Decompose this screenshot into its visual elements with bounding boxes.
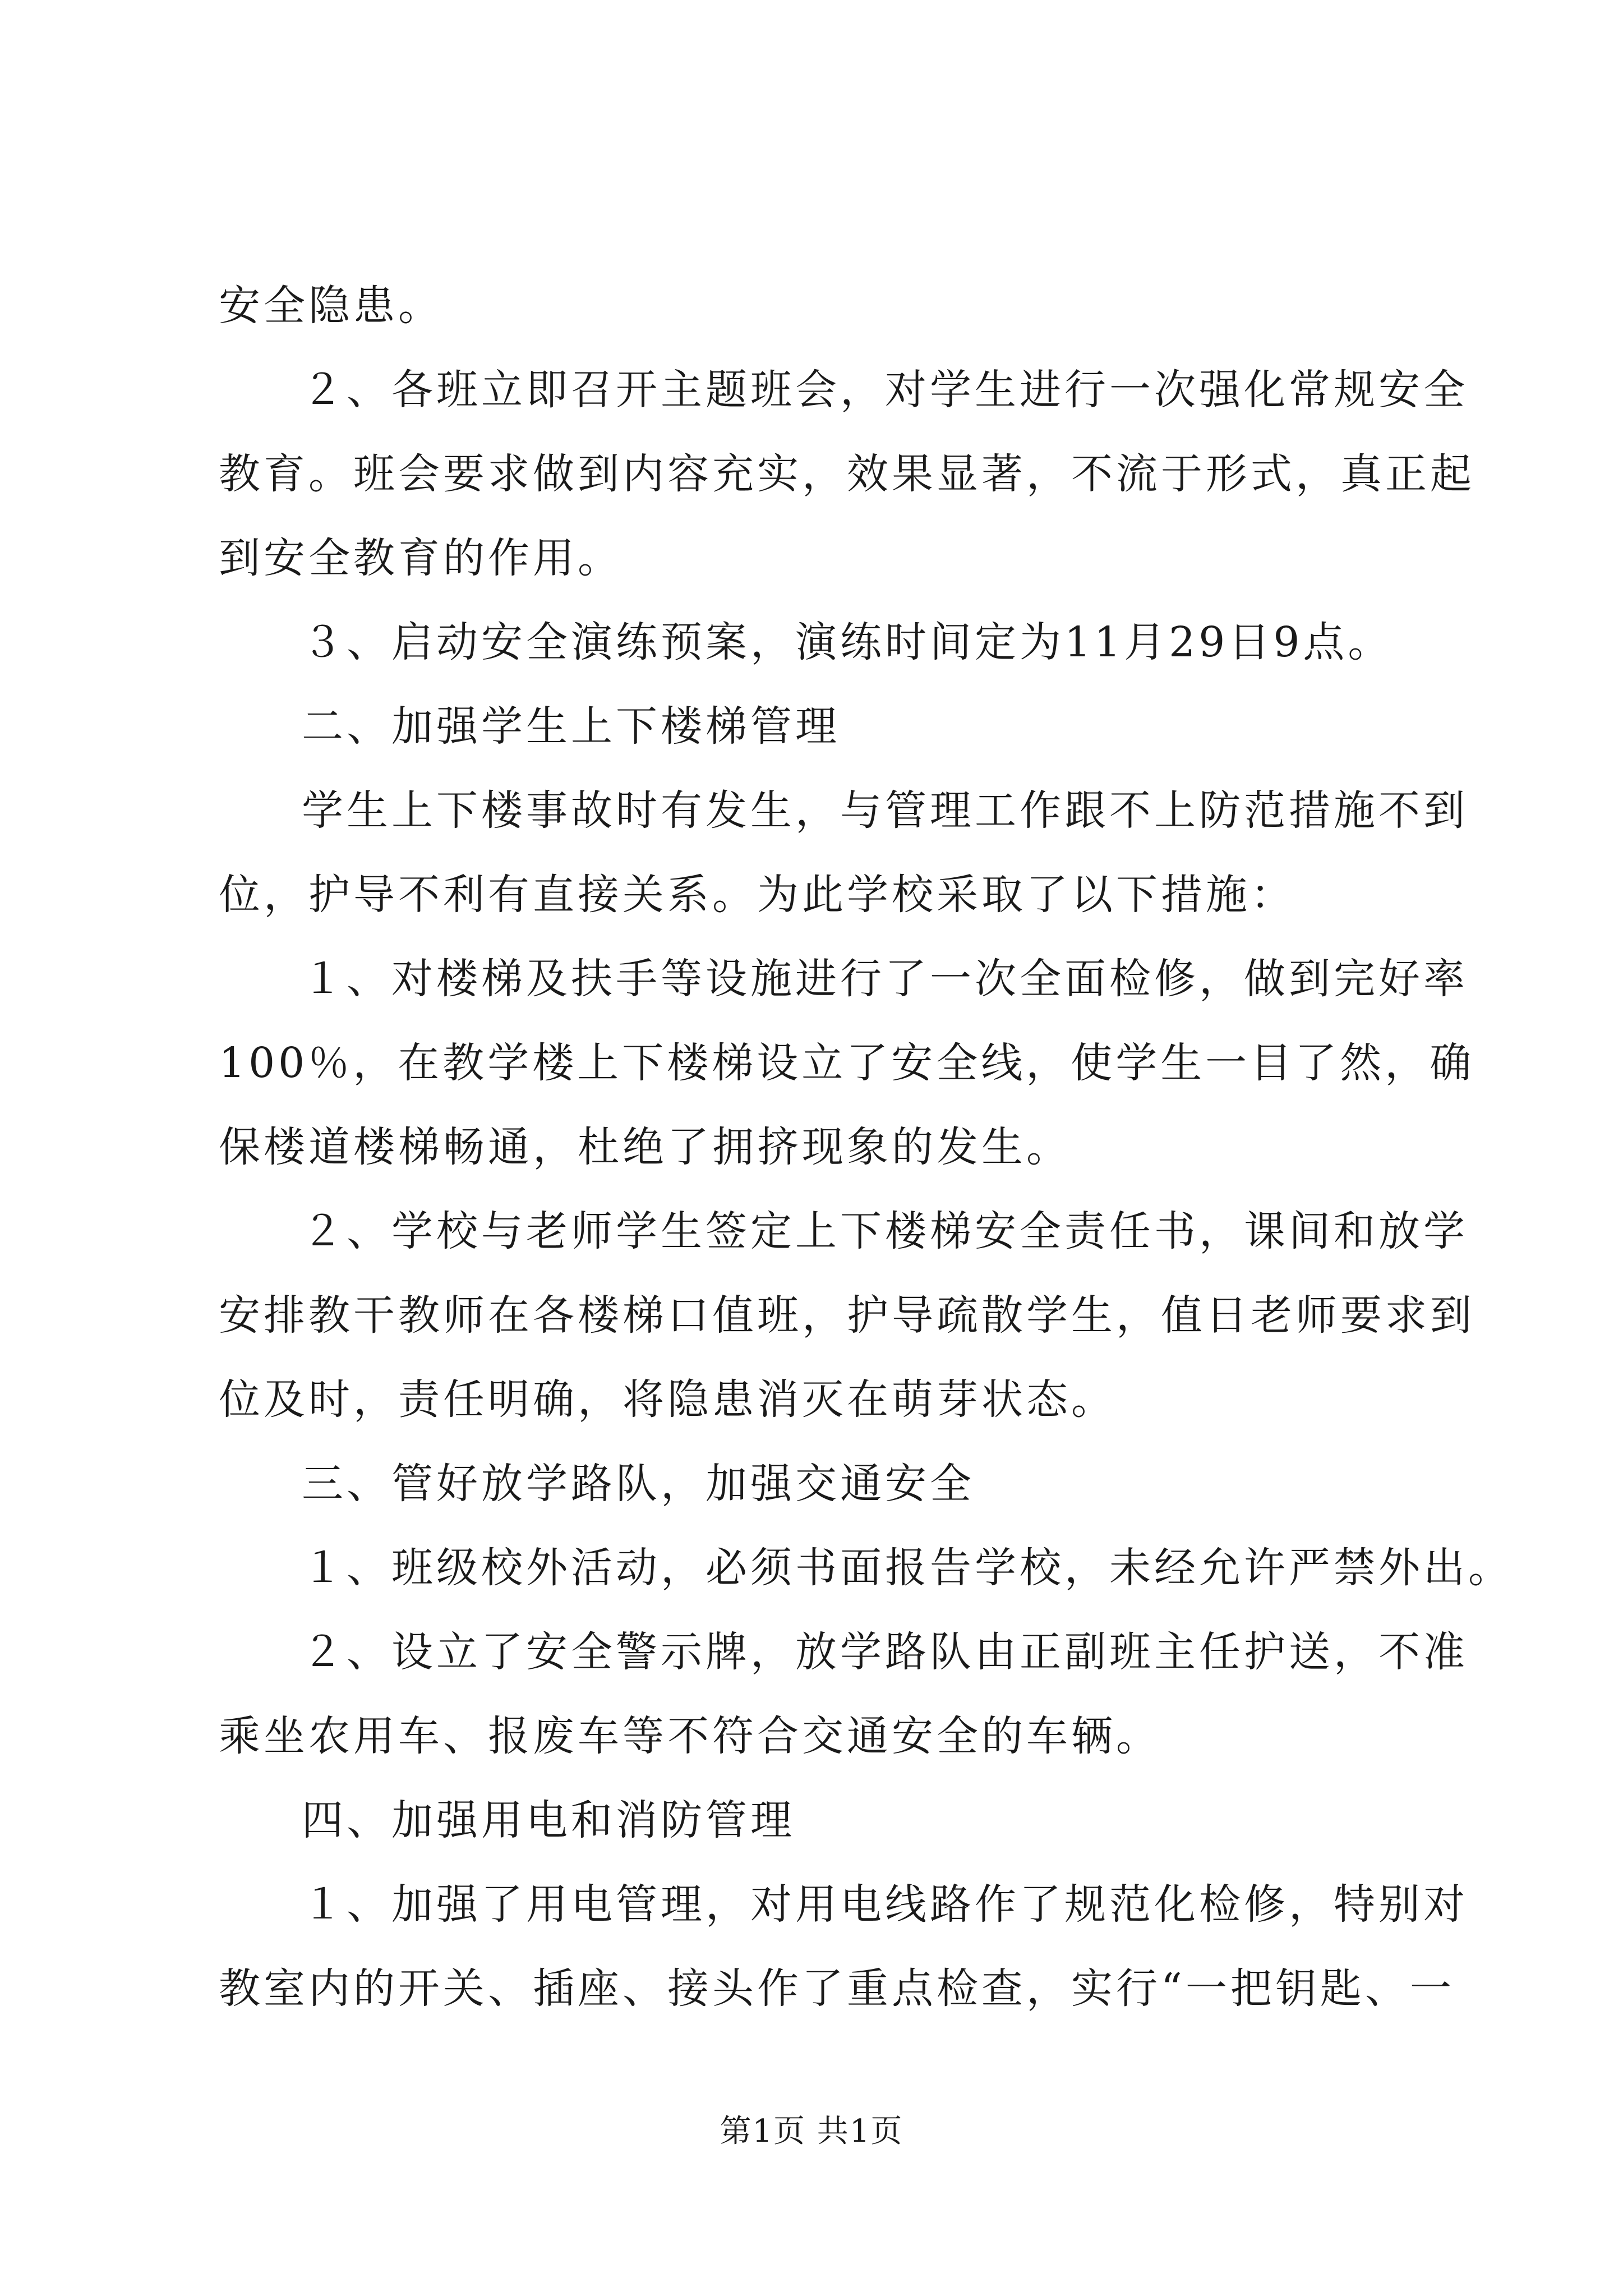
text-line: 到安全教育的作用。 bbox=[219, 534, 623, 582]
text-line: 学生上下楼事故时有发生，与管理工作跟不上防范措施不到 bbox=[302, 786, 1468, 835]
text-line: ２、学校与老师学生签定上下楼梯安全责任书，课间和放学 bbox=[302, 1207, 1468, 1255]
text-line: 安排教干教师在各楼梯口值班，护导疏散学生，值日老师要求到 bbox=[219, 1291, 1475, 1340]
page-footer: 第1页 共1页 bbox=[720, 2113, 903, 2150]
text-line: 教育。班会要求做到内容充实，效果显著，不流于形式，真正起 bbox=[219, 450, 1475, 498]
text-line: 保楼道楼梯畅通，杜绝了拥挤现象的发生。 bbox=[219, 1123, 1071, 1171]
text-line: 二、加强学生上下楼梯管理 bbox=[302, 702, 840, 751]
text-line: 位，护导不利有直接关系。为此学校采取了以下措施： bbox=[219, 871, 1295, 919]
text-line: ２、各班立即召开主题班会，对学生进行一次强化常规安全 bbox=[302, 366, 1468, 414]
text-line: 教室内的开关、插座、接头作了重点检查，实行“一把钥匙、一 bbox=[219, 1964, 1455, 2013]
text-line: 三、管好放学路队，加强交通安全 bbox=[302, 1460, 975, 1508]
document-body bbox=[219, 264, 1513, 2031]
text-line: ３、启动安全演练预案，演练时间定为11月29日9点。 bbox=[302, 618, 1393, 666]
text-line: 四、加强用电和消防管理 bbox=[302, 1796, 795, 1844]
text-line: 100％，在教学楼上下楼梯设立了安全线，使学生一目了然，确 bbox=[219, 1039, 1475, 1087]
text-line: 位及时，责任明确，将隐患消灭在萌芽状态。 bbox=[219, 1375, 1116, 1424]
text-line: 乘坐农用车、报废车等不符合交通安全的车辆。 bbox=[219, 1712, 1161, 1760]
text-line: １、加强了用电管理，对用电线路作了规范化检修，特别对 bbox=[302, 1880, 1468, 1929]
text-line: １、对楼梯及扶手等设施进行了一次全面检修，做到完好率 bbox=[302, 955, 1468, 1003]
text-line: １、班级校外活动，必须书面报告学校，未经允许严禁外出。 bbox=[302, 1544, 1513, 1592]
text-line: 安全隐患。 bbox=[219, 282, 443, 330]
text-line: ２、设立了安全警示牌，放学路队由正副班主任护送，不准 bbox=[302, 1628, 1468, 1676]
